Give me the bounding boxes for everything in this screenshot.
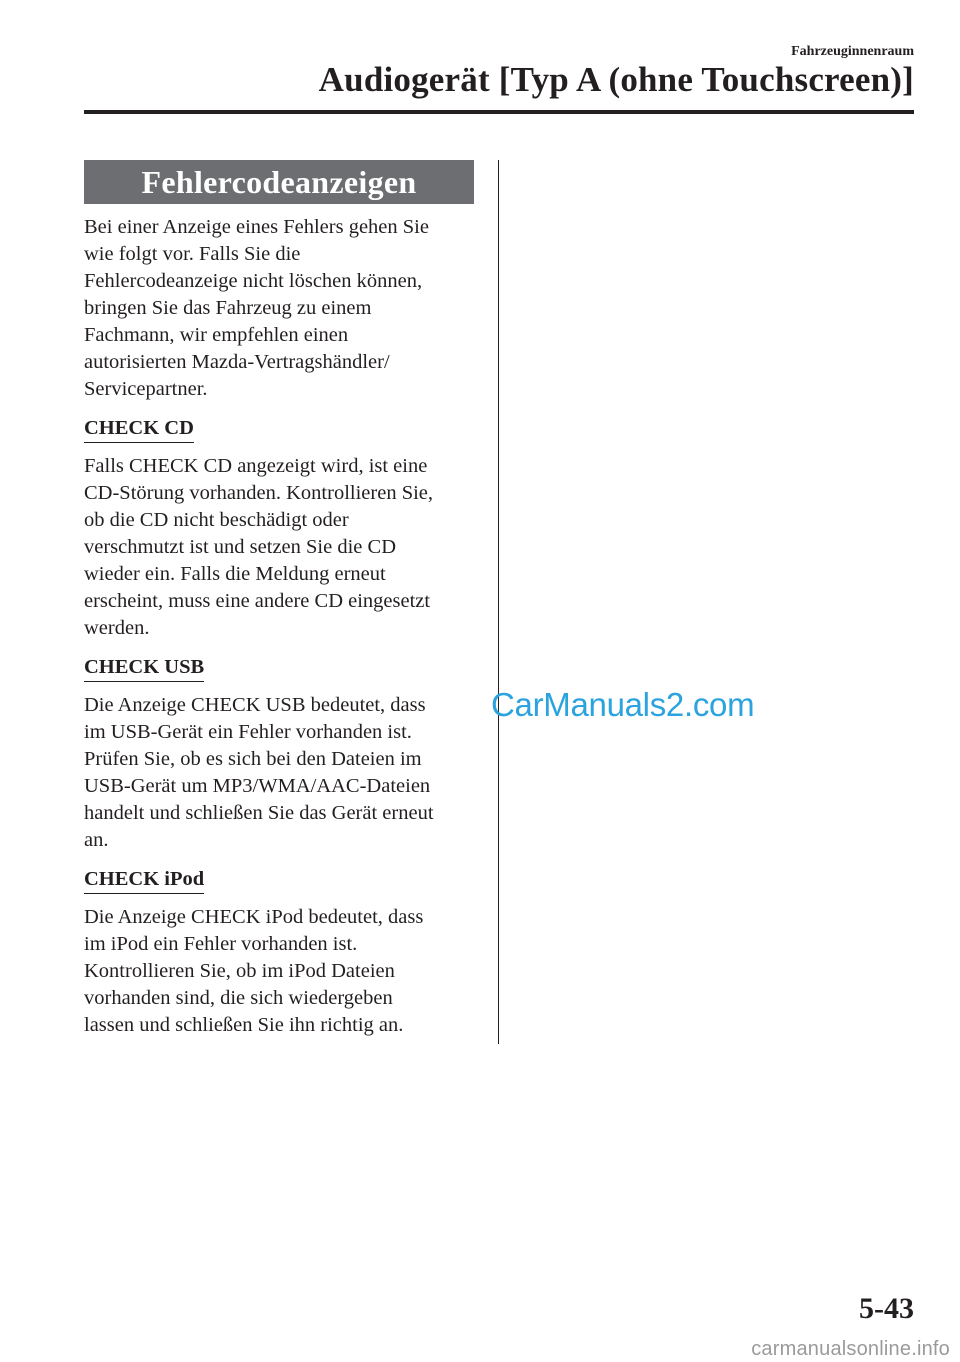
subsection-text: Die Anzeige CHECK USB bedeutet, dass im USB-Gerät ein Fehler vorhanden ist. Prüfen Sie, ob es sich bei den Dateien im USB-Gerät um MP3/WMA/AAC-Dateien handelt und schließen Sie das Gerät erneut an. bbox=[84, 694, 434, 851]
column-divider bbox=[498, 160, 499, 1044]
subsection-text: Die Anzeige CHECK iPod bedeutet, dass im iPod ein Fehler vorhanden ist. Kontrollieren Sie, ob im iPod Dateien vorhanden sind, die sich wiedergeben lassen und schließen Sie ihn richtig an. bbox=[84, 906, 424, 1036]
header-divider bbox=[84, 110, 914, 114]
subsection-check-ipod bbox=[84, 854, 474, 1039]
footer-logo: carmanualsonline.info bbox=[751, 1338, 950, 1360]
subsection-text: Falls CHECK CD angezeigt wird, ist eine CD-Störung vorhanden. Kontrollieren Sie, ob die CD nicht beschädigt oder verschmutzt ist und setzen Sie die CD wieder ein. Falls die Meldung erneut erscheint, muss eine andere CD eingesetzt werden. bbox=[84, 455, 434, 639]
subsection-title: CHECK USB bbox=[84, 654, 204, 682]
subsection-check-cd bbox=[84, 403, 474, 642]
page-header-title: Audiogerät [Typ A (ohne Touchscreen)] bbox=[318, 60, 914, 99]
page-number: 5-43 bbox=[859, 1292, 914, 1325]
watermark: CarManuals2.com bbox=[491, 686, 755, 723]
subsection-title: CHECK iPod bbox=[84, 866, 204, 894]
intro-paragraph: Bei einer Anzeige eines Fehlers gehen Sie wie folgt vor. Falls Sie die Fehlercodeanzeige nicht löschen können, bringen Sie das Fahrzeug zu einem Fachmann, wir empfehlen einen autorisierten Mazda-Vertragshändler/ Servicepartner. bbox=[84, 216, 429, 400]
subsection-title: CHECK CD bbox=[84, 415, 194, 443]
section-heading: Fehlercodeanzeigen bbox=[84, 160, 474, 204]
subsection-check-usb bbox=[84, 642, 474, 854]
left-column bbox=[84, 160, 474, 1039]
header-section-label: Fahrzeuginnenraum bbox=[791, 44, 914, 59]
